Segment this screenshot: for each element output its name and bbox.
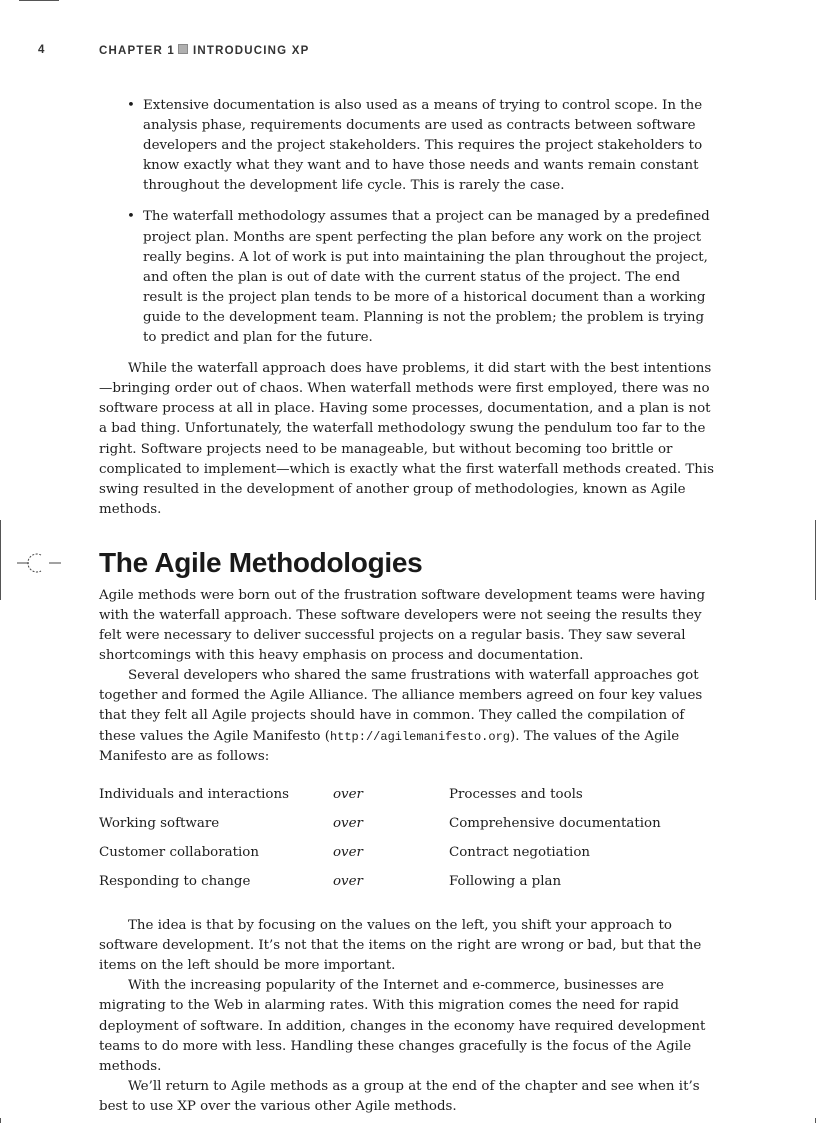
- value-left: Individuals and interactions: [99, 786, 289, 802]
- value-over: over: [333, 874, 363, 889]
- crop-mark-left-lower: [0, 1118, 1, 1123]
- manifesto-values-table: [99, 785, 661, 901]
- paragraph-waterfall: While the waterfall approach does have problems, it did start with the best intentions—bringing order out of chaos. When waterfall methods were first employed, there was no software process at all in place. Having some processes, documentation, and a plan is not a bad thing. Unfortunately, the waterfall methodology swung the pendulum too far to the right. Software projects need to be manageable, but without becoming too brittle or complicated to implement—which is exactly what the first waterfall methods created. This swing resulted in the development of another group of methodologies, known as Agile methods.: [99, 361, 715, 517]
- paragraph-alliance: Several developers who shared the same frustrations with waterfall approaches got together and formed the Agile Alliance. The alliance members agreed on four key values that they felt all Agile projects should have in common. They called the compilation of these values the Agile Manifesto (http://agilemanifesto.org). The values of the Agile Manifesto are as follows:: [99, 668, 703, 764]
- paragraph-idea: The idea is that by focusing on the values on the left, you shift your approach to software development. It’s not that the items on the right are wrong or bad, but that the items on the left should be more important.: [99, 918, 702, 974]
- value-left: Responding to change: [99, 874, 251, 889]
- value-right: Following a plan: [449, 874, 562, 889]
- chapter-name: INTRODUCING XP: [192, 45, 310, 57]
- value-over: over: [333, 815, 363, 831]
- section-heading: The Agile Methodologies: [99, 546, 423, 578]
- value-over: over: [333, 844, 363, 860]
- square-separator-icon: [178, 44, 188, 54]
- table-row: [99, 872, 661, 901]
- registration-mark-icon: [17, 549, 61, 577]
- value-left: Working software: [99, 815, 220, 831]
- table-row: [99, 843, 661, 872]
- paragraph-agile-intro: Agile methods were born out of the frustration software development teams were having with the waterfall approach. These software developers were not seeing the results they felt were necessary to deliver successful projects on a regular basis. They saw several shortcomings with this heavy emphasis on process and documentation.: [99, 587, 706, 664]
- chapter-label: CHAPTER 1: [99, 45, 175, 57]
- page-body: [99, 96, 719, 1117]
- manifesto-url: http://agilemanifesto.org: [329, 729, 510, 744]
- list-item: • The waterfall methodology assumes that a project can be managed by a predefined project plan. Months are spent perfecting the plan before any work on the project really begins. A lot of work is put into maintaining the plan throughout the project, and often the plan is out of date with the current status of the project. The end result is the project plan tends to be more of a historical document than a working guide to the development team. Planning is not the problem; the problem is trying to predict and plan for the future.: [99, 207, 719, 348]
- table-row: [99, 785, 661, 814]
- value-over: over: [333, 786, 363, 802]
- crop-mark-top: [19, 0, 59, 1]
- bullet-list: [99, 96, 719, 348]
- paragraph-internet: With the increasing popularity of the Internet and e-commerce, businesses are migrating to the Web in alarming rates. With this migration comes the need for rapid deployment of software. In addition, changes in the economy have required development teams to do more with less. Handling these changes gracefully is the focus of the Agile methods.: [99, 978, 706, 1074]
- table-row: [99, 814, 661, 843]
- chapter-title: [99, 44, 309, 57]
- page-number: 4: [38, 44, 46, 56]
- value-right: Comprehensive documentation: [449, 815, 661, 831]
- running-header: [38, 44, 816, 58]
- value-right: Contract negotiation: [449, 844, 591, 860]
- crop-mark-left-upper: [0, 520, 1, 600]
- paragraph-return: We’ll return to Agile methods as a group at the end of the chapter and see when it’s best to use XP over the various other Agile methods.: [99, 1078, 700, 1114]
- value-left: Customer collaboration: [99, 844, 259, 860]
- value-right: Processes and tools: [449, 786, 583, 802]
- list-item: • Extensive documentation is also used as a means of trying to control scope. In the analysis phase, requirements documents are used as contracts between software developers and the project stakeholders. This requires the project stakeholders to know exactly what they want and to have those needs and wants remain constant throughout the development life cycle. This is rarely the case.: [99, 96, 719, 196]
